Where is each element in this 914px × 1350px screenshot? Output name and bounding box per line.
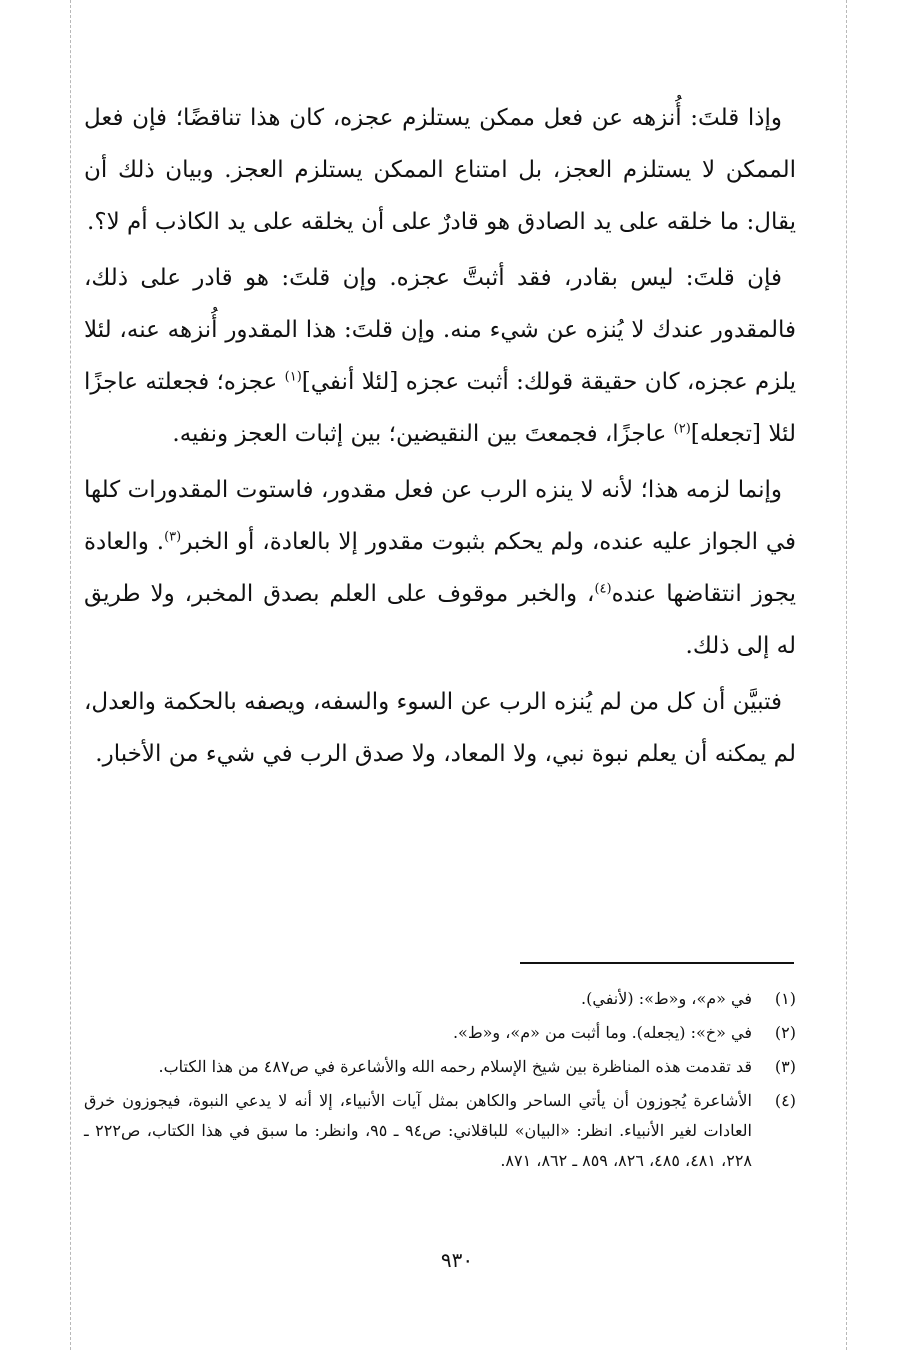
page-body bbox=[84, 92, 796, 784]
page-number: ٩٣٠ bbox=[440, 1248, 474, 1272]
paragraph-2-end: عاجزًا، فجمعتَ بين النقيضين؛ بين إثبات العجز ونفيه. bbox=[172, 421, 674, 447]
paragraph-3-cont: . والعادة يجوز انتقاضها عنده bbox=[84, 529, 796, 607]
footnote-ref-4[interactable]: (٤) bbox=[594, 581, 612, 597]
left-margin-guide bbox=[70, 0, 71, 1350]
footnote-ref-3[interactable]: (٣) bbox=[164, 529, 182, 545]
footnote-4 bbox=[84, 1086, 796, 1176]
paragraph-4 bbox=[84, 676, 796, 780]
footnote-2 bbox=[84, 1018, 796, 1048]
right-margin-guide bbox=[846, 0, 847, 1350]
paragraph-1-text: وإذا قلتَ: أُنزهه عن فعل ممكن يستلزم عجزه، كان هذا تناقضًا؛ فإن فعل الممكن لا يستلزم العجز، بل امتناع الممكن يستلزم العجز. وبيان ذلك أن يقال: ما خلقه على يد الصادق هو قادرٌ على أن يخلقه على يد الكاذب أم لا؟. bbox=[84, 105, 796, 235]
footnote-1 bbox=[84, 984, 796, 1014]
main-text bbox=[84, 92, 796, 780]
paragraph-1 bbox=[84, 92, 796, 248]
footnotes-section bbox=[84, 984, 796, 1180]
footnote-text: الأشاعرة يُجوزون أن يأتي الساحر والكاهن بمثل آيات الأنبياء، إلا أنه لا يدعي النبوة، فيجوزون خرق العادات لغير الأنبياء. انظر: «البيان» للباقلاني: ص٩٤ ـ ٩٥، وانظر: ما سبق في هذا الكتاب، ص٢٢٢ ـ ٢٢٨، ٤٨١، ٤٨٥، ٨٢٦، ٨٥٩ ـ ٨٦٢، ٨٧١. bbox=[84, 1091, 752, 1170]
footnote-ref-2[interactable]: (٢) bbox=[673, 421, 691, 437]
footnote-number: (٣) bbox=[774, 1057, 796, 1076]
footnote-text: في «م»، و«ط»: (لأنفي). bbox=[581, 989, 752, 1008]
paragraph-3 bbox=[84, 464, 796, 672]
footnote-divider bbox=[520, 962, 794, 964]
footnote-3 bbox=[84, 1052, 796, 1082]
paragraph-2-cont: عجزه؛ فجعلته عاجزًا لئلا [تجعله] bbox=[84, 369, 796, 447]
paragraph-3-end: ، والخبر موقوف على العلم بصدق المخبر، ولا طريق له إلى ذلك. bbox=[84, 581, 796, 659]
paragraph-3-text: وإنما لزمه هذا؛ لأنه لا ينزه الرب عن فعل مقدور، فاستوت المقدورات كلها في الجواز عليه عنده، ولم يحكم بثبوت مقدور إلا بالعادة، أو الخبر bbox=[84, 477, 796, 555]
footnote-text: قد تقدمت هذه المناظرة بين شيخ الإسلام رحمه الله والأشاعرة في ص٤٨٧ من هذا الكتاب. bbox=[158, 1057, 752, 1076]
paragraph-4-text: فتبيَّن أن كل من لم يُنزه الرب عن السوء والسفه، ويصفه بالحكمة والعدل، لم يمكنه أن يعلم نبوة نبي، ولا المعاد، ولا صدق الرب في شيء من الأخبار. bbox=[84, 689, 796, 767]
footnote-number: (٤) bbox=[774, 1091, 796, 1110]
footnote-ref-1[interactable]: (١) bbox=[284, 369, 302, 385]
footnote-text: في «خ»: (يجعله). وما أثبت من «م»، و«ط». bbox=[452, 1023, 752, 1042]
footnote-number: (١) bbox=[774, 989, 796, 1008]
paragraph-2-text: فإن قلتَ: ليس بقادر، فقد أثبتَّ عجزه. وإن قلتَ: هو قادر على ذلك، فالمقدور عندك لا يُنزه عن شيء منه. وإن قلتَ: هذا المقدور أُنزهه عنه، لئلا يلزم عجزه، كان حقيقة قولك: أثبت عجزه [لئلا أنفي] bbox=[84, 265, 796, 395]
paragraph-2 bbox=[84, 252, 796, 460]
footnote-number: (٢) bbox=[774, 1023, 796, 1042]
